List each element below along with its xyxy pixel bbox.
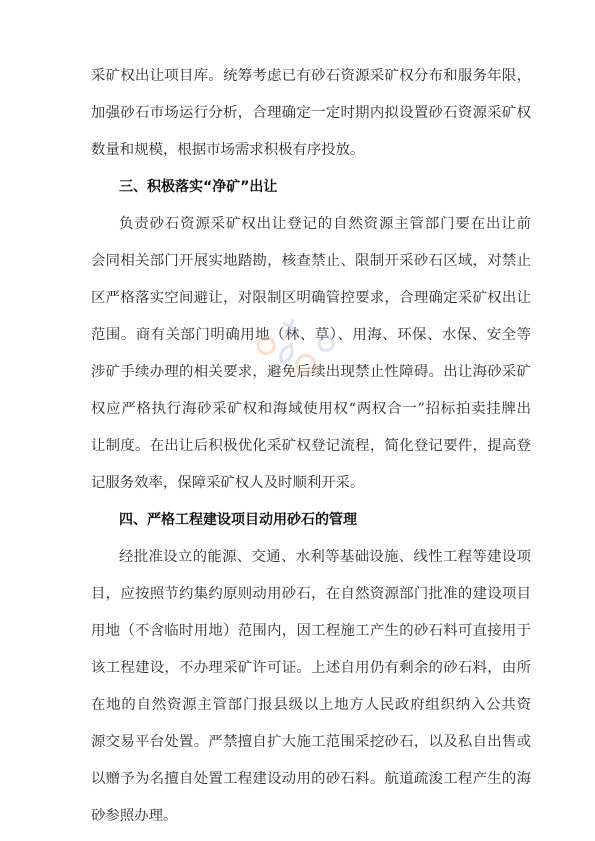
- section4-line-5: 在地的自然资源主管部门报县级以上地方人民政府组织纳入公共资: [91, 697, 531, 713]
- section3-line-7: 让制度。在出让后积极优化采矿权登记流程，简化登记要件，提高登: [91, 438, 531, 454]
- para1-line-2: 加强砂石市场运行分析，合理确定一定时期内拟设置砂石资源采矿权: [91, 105, 531, 121]
- section4-line-2: 目，应按照节约集约原则动用砂石，在自然资源部门批准的建设项目: [91, 586, 531, 602]
- section4-line-6: 源交易平台处置。严禁擅自扩大施工范围采挖砂石，以及私自出售或: [91, 734, 531, 750]
- para1-line-1: 采矿权出让项目库。统筹考虑已有砂石资源采矿权分布和服务年限，: [91, 68, 531, 84]
- section3-line-6: 权应严格执行海砂采矿权和海域使用权“两权合一”招标拍卖挂牌出: [91, 401, 531, 417]
- section4-line-4: 该工程建设，不办理采矿许可证。上述自用仍有剩余的砂石料，由所: [91, 660, 531, 676]
- section4-line-7: 以赠予为名擅自处置工程建设动用的砂石料。航道疏浚工程产生的海: [91, 771, 531, 787]
- section4-line-8: 砂参照办理。: [91, 808, 178, 824]
- section3-line-4: 范围。商有关部门明确用地（林、草）、用海、环保、水保、安全等: [91, 327, 531, 343]
- section3-line-2: 会同相关部门开展实地踏勘，核查禁止、限制开采砂石区域，对禁止: [91, 253, 531, 269]
- section4-heading: 四、严格工程建设项目动用砂石的管理: [119, 512, 357, 528]
- para1-line-3: 数量和规模，根据市场需求积极有序投放。: [91, 142, 365, 158]
- section3-line-8: 记服务效率，保障采矿权人及时顺利开采。: [91, 475, 365, 491]
- section4-line-1: 经批准设立的能源、交通、水利等基础设施、线性工程等建设项: [119, 549, 531, 565]
- section4-line-3: 用地（不含临时用地）范围内，因工程施工产生的砂石料可直接用于: [91, 623, 531, 639]
- section3-line-1: 负责砂石资源采矿权出让登记的自然资源主管部门要在出让前: [119, 216, 531, 232]
- section3-heading: 三、积极落实“净矿”出让: [119, 179, 278, 195]
- section3-line-3: 区严格落实空间避让，对限制区明确管控要求，合理确定采矿权出让: [91, 290, 531, 306]
- section3-line-5: 涉矿手续办理的相关要求，避免后续出现禁止性障碍。出让海砂采矿: [91, 364, 531, 380]
